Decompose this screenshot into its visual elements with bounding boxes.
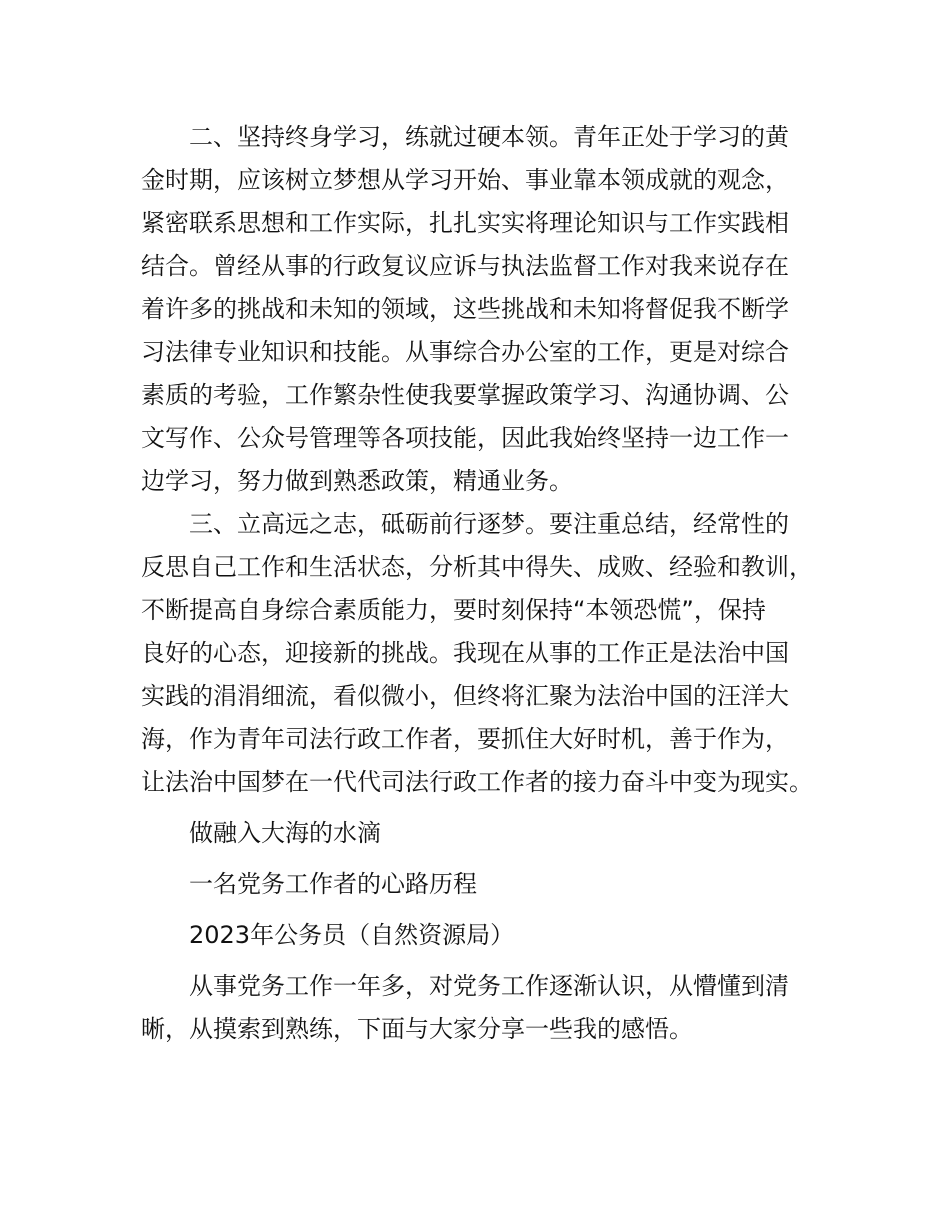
paragraph-line: 良好的心态，迎接新的挑战。我现在从事的工作正是法治中国 xyxy=(141,639,789,667)
paragraph-intro xyxy=(141,965,831,1051)
paragraph-line: 三、立高远之志，砥砺前行逐梦。要注重总结，经常性的 xyxy=(189,510,789,538)
paragraph-second-point xyxy=(141,116,831,503)
section-gap xyxy=(141,804,831,812)
paragraph-third-point xyxy=(141,503,831,804)
paragraph-line: 习法律专业知识和技能。从事综合办公室的工作，更是对综合 xyxy=(141,338,789,366)
paragraph-line: 边学习，努力做到熟悉政策，精通业务。 xyxy=(141,467,573,495)
section-gap xyxy=(141,957,831,965)
paragraph-line: 着许多的挑战和未知的领域，这些挑战和未知将督促我不断学 xyxy=(141,295,789,323)
paragraph-line: 实践的涓涓细流，看似微小，但终将汇聚为法治中国的汪洋大 xyxy=(141,682,789,710)
paragraph-line: 反思自己工作和生活状态，分析其中得失、成败、经验和教训， xyxy=(141,553,813,581)
section-gap xyxy=(141,855,831,863)
paragraph-line: 素质的考验，工作繁杂性使我要掌握政策学习、沟通协调、公 xyxy=(141,381,789,409)
document-subtitle: 一名党务工作者的心路历程 xyxy=(189,870,477,898)
paragraph-line: 晰，从摸索到熟练，下面与大家分享一些我的感悟。 xyxy=(141,1015,693,1043)
paragraph-line: 海，作为青年司法行政工作者，要抓住大好时机，善于作为， xyxy=(141,725,789,753)
paragraph-line: 结合。曾经从事的行政复议应诉与执法监督工作对我来说存在 xyxy=(141,252,789,280)
paragraph-line: 让法治中国梦在一代代司法行政工作者的接力奋斗中变为现实。 xyxy=(141,768,813,796)
section-gap xyxy=(141,906,831,914)
paragraph-line: 二、坚持终身学习，练就过硬本领。青年正处于学习的黄 xyxy=(189,123,789,151)
paragraph-line: 从事党务工作一年多，对党务工作逐渐认识，从懵懂到清 xyxy=(189,972,789,1000)
document-title: 做融入大海的水滴 xyxy=(189,819,381,847)
document-body xyxy=(141,116,831,1051)
paragraph-line: 文写作、公众号管理等各项技能，因此我始终坚持一边工作一 xyxy=(141,424,789,452)
paragraph-line: 不断提高自身综合素质能力，要时刻保持“本领恐慌”，保持 xyxy=(141,596,766,624)
document-author-meta: 2023年公务员（自然资源局） xyxy=(189,921,515,949)
paragraph-line: 紧密联系思想和工作实际，扎扎实实将理论知识与工作实践相 xyxy=(141,209,789,237)
paragraph-line: 金时期，应该树立梦想从学习开始、事业靠本领成就的观念， xyxy=(141,166,789,194)
